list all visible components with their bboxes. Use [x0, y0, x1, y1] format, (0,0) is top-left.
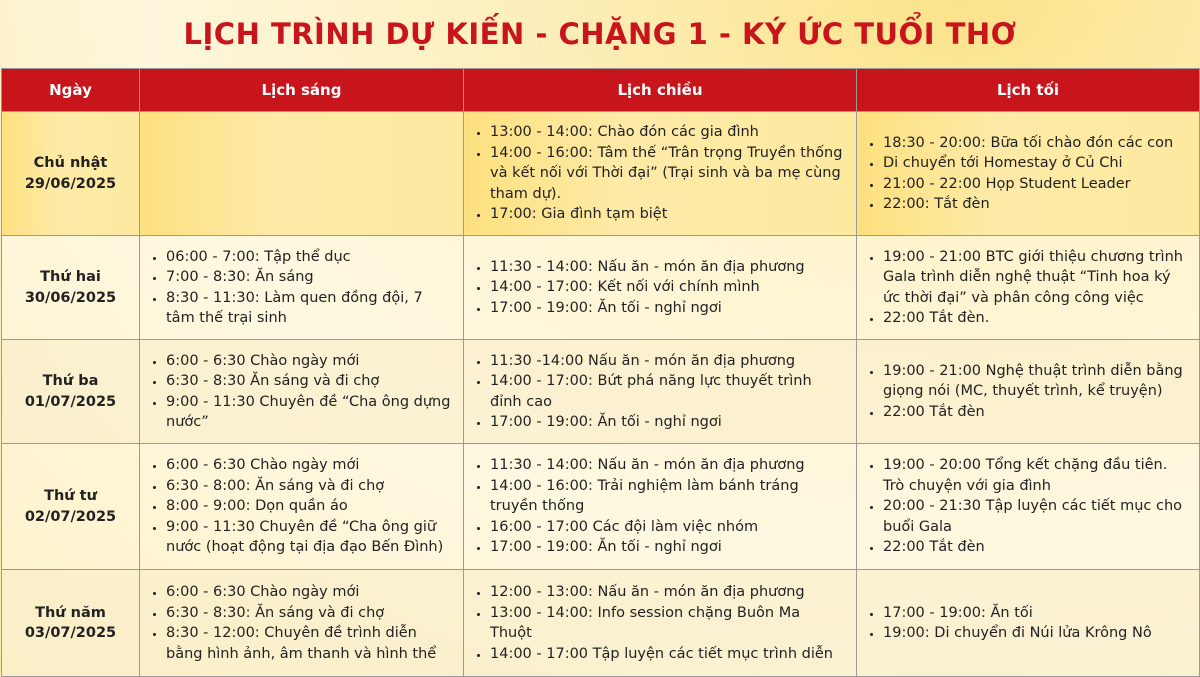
list-item: • 22:00 Tắt đèn: [883, 537, 1189, 558]
afternoon-cell: [464, 236, 857, 340]
list-item: • 20:00 - 21:30 Tập luyện các tiết mục cho buổi Gala: [883, 496, 1189, 537]
list-item: • 8:00 - 9:00: Dọn quần áo: [166, 496, 453, 517]
list-item: • 22:00: Tắt đèn: [883, 194, 1189, 215]
afternoon-list: [474, 257, 846, 319]
list-item: • 19:00: Di chuyển đi Núi lửa Krông Nô: [883, 623, 1189, 644]
list-item: • 22:00 Tắt đèn: [883, 402, 1189, 423]
header-day: Ngày: [2, 69, 140, 112]
list-item: • 17:00: Gia đình tạm biệt: [490, 204, 846, 225]
list-item: • 19:00 - 21:00 BTC giới thiệu chương trình Gala trình diễn nghệ thuật “Tinh hoa ký ức thời đại” và phân công công việc: [883, 247, 1189, 309]
list-item: • 18:30 - 20:00: Bữa tối chào đón các con: [883, 133, 1189, 154]
afternoon-cell: [464, 570, 857, 677]
list-item: • 11:30 -14:00 Nấu ăn - món ăn địa phương: [490, 351, 846, 372]
day-date: 29/06/2025: [24, 175, 117, 192]
header-evening: Lịch tối: [857, 69, 1200, 112]
list-item: • 12:00 - 13:00: Nấu ăn - món ăn địa phương: [490, 582, 846, 603]
morning-list: [150, 582, 453, 664]
evening-list: [867, 133, 1189, 215]
list-item: • 7:00 - 8:30: Ăn sáng: [166, 267, 453, 288]
list-item: • 19:00 - 21:00 Nghệ thuật trình diễn bằng giọng nói (MC, thuyết trình, kể truyện): [883, 361, 1189, 402]
list-item: • 21:00 - 22:00 Họp Student Leader: [883, 174, 1189, 195]
evening-cell: [857, 444, 1200, 570]
day-cell: [2, 112, 140, 236]
list-item: • 6:30 - 8:30: Ăn sáng và đi chợ: [166, 603, 453, 624]
list-item: • 14:00 - 16:00: Tâm thế “Trân trọng Truyền thống và kết nối với Thời đại” (Trại sinh và ba mẹ cùng tham dự).: [490, 143, 846, 205]
list-item: • 17:00 - 19:00: Ăn tối - nghỉ ngơi: [490, 537, 846, 558]
list-item: • 6:00 - 6:30 Chào ngày mới: [166, 351, 453, 372]
header-morning: Lịch sáng: [140, 69, 464, 112]
table-row: [2, 340, 1200, 444]
list-item: • 9:00 - 11:30 Chuyên đề “Cha ông giữ nước (hoạt động tại địa đạo Bến Đình): [166, 517, 453, 558]
day-name: Thứ tư: [44, 488, 97, 504]
evening-list: [867, 603, 1189, 644]
day-name: Chủ nhật: [33, 155, 108, 171]
list-item: • 17:00 - 19:00: Ăn tối: [883, 603, 1189, 624]
morning-cell: [140, 570, 464, 677]
morning-cell: [140, 340, 464, 444]
list-item: • 16:00 - 17:00 Các đội làm việc nhóm: [490, 517, 846, 538]
evening-list: [867, 247, 1189, 329]
morning-list: [150, 455, 453, 558]
day-cell: [2, 340, 140, 444]
table-row: [2, 236, 1200, 340]
day-date: 02/07/2025: [24, 508, 117, 525]
afternoon-cell: [464, 340, 857, 444]
day-name: Thứ năm: [35, 604, 106, 621]
morning-list: [150, 247, 453, 329]
list-item: • 11:30 - 14:00: Nấu ăn - món ăn địa phương: [490, 257, 846, 278]
morning-cell: [140, 236, 464, 340]
morning-list: [150, 351, 453, 433]
table-row: [2, 570, 1200, 677]
evening-cell: [857, 570, 1200, 677]
list-item: • 6:30 - 8:00: Ăn sáng và đi chợ: [166, 476, 453, 497]
list-item: • 8:30 - 12:00: Chuyên đề trình diễn bằng hình ảnh, âm thanh và hình thể: [166, 623, 453, 664]
evening-cell: [857, 236, 1200, 340]
list-item: • 11:30 - 14:00: Nấu ăn - món ăn địa phương: [490, 455, 846, 476]
header-row: [2, 69, 1200, 112]
evening-cell: [857, 340, 1200, 444]
list-item: • 17:00 - 19:00: Ăn tối - nghỉ ngơi: [490, 412, 846, 433]
evening-list: [867, 361, 1189, 423]
page-title: LỊCH TRÌNH DỰ KIẾN - CHẶNG 1 - KÝ ỨC TUỔI THƠ: [183, 17, 1017, 51]
list-item: • 13:00 - 14:00: Info session chặng Buôn Ma Thuột: [490, 603, 846, 644]
list-item: • 14:00 - 17:00 Tập luyện các tiết mục trình diễn: [490, 644, 846, 665]
afternoon-cell: [464, 444, 857, 570]
list-item: • 6:00 - 6:30 Chào ngày mới: [166, 582, 453, 603]
afternoon-list: [474, 582, 846, 664]
list-item: • 22:00 Tắt đèn.: [883, 308, 1189, 329]
list-item: • 19:00 - 20:00 Tổng kết chặng đầu tiên. Trò chuyện với gia đình: [883, 455, 1189, 496]
afternoon-list: [474, 122, 846, 225]
header-afternoon: Lịch chiều: [464, 69, 857, 112]
day-cell: [2, 236, 140, 340]
schedule-table: [1, 68, 1200, 677]
day-date: 03/07/2025: [24, 625, 117, 641]
morning-cell: [140, 112, 464, 236]
day-date: 01/07/2025: [24, 393, 117, 410]
list-item: • 8:30 - 11:30: Làm quen đồng đội, 7 tâm thế trại sinh: [166, 288, 453, 329]
list-item: • 13:00 - 14:00: Chào đón các gia đình: [490, 122, 846, 143]
list-item: • 9:00 - 11:30 Chuyên đề “Cha ông dựng nước”: [166, 392, 453, 433]
day-cell: [2, 570, 140, 677]
afternoon-cell: [464, 112, 857, 236]
list-item: • Di chuyển tới Homestay ở Củ Chi: [883, 153, 1189, 174]
evening-cell: [857, 112, 1200, 236]
list-item: • 6:00 - 6:30 Chào ngày mới: [166, 455, 453, 476]
list-item: • 14:00 - 17:00: Kết nối với chính mình: [490, 277, 846, 298]
table-row: [2, 444, 1200, 570]
day-date: 30/06/2025: [24, 289, 117, 306]
evening-list: [867, 455, 1189, 558]
list-item: • 6:30 - 8:30 Ăn sáng và đi chợ: [166, 371, 453, 392]
table-row: [2, 112, 1200, 236]
day-name: Thứ ba: [42, 373, 99, 389]
list-item: • 17:00 - 19:00: Ăn tối - nghỉ ngơi: [490, 298, 846, 319]
list-item: • 14:00 - 17:00: Bứt phá năng lực thuyết trình đỉnh cao: [490, 371, 846, 412]
morning-cell: [140, 444, 464, 570]
list-item: • 06:00 - 7:00: Tập thể dục: [166, 247, 453, 268]
afternoon-list: [474, 455, 846, 558]
afternoon-list: [474, 351, 846, 433]
day-name: Thứ hai: [40, 269, 101, 285]
day-cell: [2, 444, 140, 570]
list-item: • 14:00 - 16:00: Trải nghiệm làm bánh tráng truyền thống: [490, 476, 846, 517]
